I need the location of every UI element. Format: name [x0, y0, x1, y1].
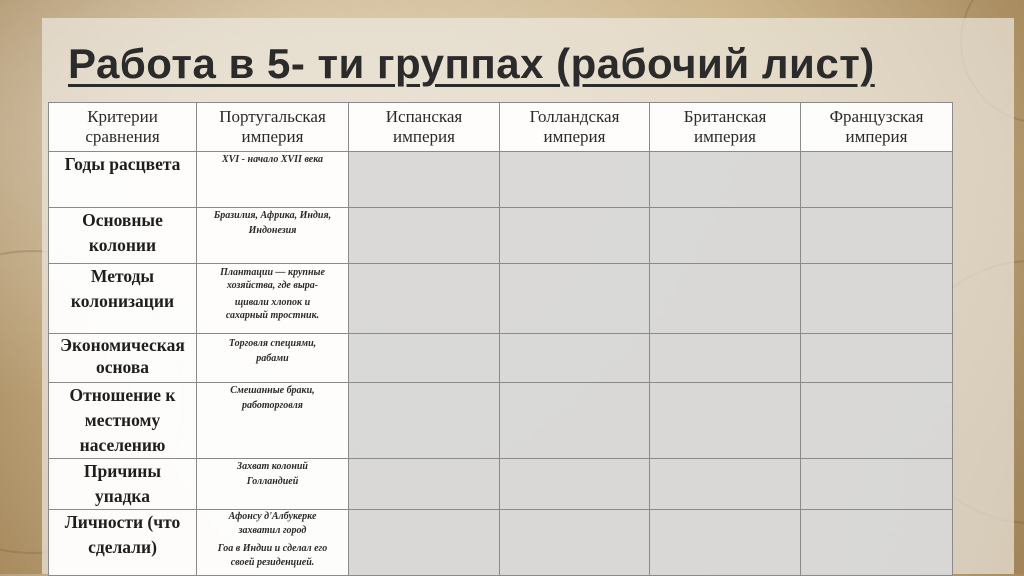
- france-cell[interactable]: [801, 334, 953, 383]
- row-criterion: Методы колонизации: [49, 264, 197, 334]
- portugal-cell: Торговля специями, рабами: [197, 334, 349, 383]
- portugal-cell: Плантации — крупные хозяйства, где выра- щивали хлопок и сахарный тростник.: [197, 264, 349, 334]
- header-row: [49, 103, 953, 152]
- portugal-cell: Афонсу д'Албукерке захватил город Гоа в Индии и сделал его своей резиденцией.: [197, 510, 349, 576]
- row-criterion: Личности (что сделали): [49, 510, 197, 576]
- row-criterion: Основные колонии: [49, 208, 197, 264]
- netherlands-cell[interactable]: [500, 510, 650, 576]
- france-cell[interactable]: [801, 264, 953, 334]
- column-header-criteria: Критерии сравнения: [49, 103, 197, 152]
- spain-cell[interactable]: [349, 208, 500, 264]
- portugal-cell: Захват колоний Голландией: [197, 459, 349, 510]
- britain-cell[interactable]: [650, 264, 801, 334]
- britain-cell[interactable]: [650, 459, 801, 510]
- row-criterion: Годы расцвета: [49, 152, 197, 208]
- netherlands-cell[interactable]: [500, 459, 650, 510]
- britain-cell[interactable]: [650, 152, 801, 208]
- spain-cell[interactable]: [349, 334, 500, 383]
- slide-title: Работа в 5- ти группах (рабочий лист): [68, 40, 875, 87]
- portugal-cell: Бразилия, Африка, Индия, Индонезия: [197, 208, 349, 264]
- britain-cell[interactable]: [650, 334, 801, 383]
- netherlands-cell[interactable]: [500, 208, 650, 264]
- column-header-portugal: Португальская империя: [197, 103, 349, 152]
- table-row: [49, 383, 953, 459]
- column-header-france: Французская империя: [801, 103, 953, 152]
- spain-cell[interactable]: [349, 264, 500, 334]
- column-header-spain: Испанская империя: [349, 103, 500, 152]
- table-row: [49, 459, 953, 510]
- table-row: [49, 264, 953, 334]
- spain-cell[interactable]: [349, 383, 500, 459]
- spain-cell[interactable]: [349, 152, 500, 208]
- france-cell[interactable]: [801, 510, 953, 576]
- table-row: [49, 334, 953, 383]
- france-cell[interactable]: [801, 208, 953, 264]
- netherlands-cell[interactable]: [500, 152, 650, 208]
- britain-cell[interactable]: [650, 383, 801, 459]
- france-cell[interactable]: [801, 459, 953, 510]
- row-criterion: Причины упадка: [49, 459, 197, 510]
- netherlands-cell[interactable]: [500, 383, 650, 459]
- row-criterion: Экономическая основа: [49, 334, 197, 383]
- britain-cell[interactable]: [650, 208, 801, 264]
- france-cell[interactable]: [801, 152, 953, 208]
- column-header-britain: Британская империя: [650, 103, 801, 152]
- netherlands-cell[interactable]: [500, 334, 650, 383]
- france-cell[interactable]: [801, 383, 953, 459]
- portugal-cell: XVI - начало XVII века: [197, 152, 349, 208]
- britain-cell[interactable]: [650, 510, 801, 576]
- spain-cell[interactable]: [349, 459, 500, 510]
- netherlands-cell[interactable]: [500, 264, 650, 334]
- table-row: [49, 152, 953, 208]
- table-row: [49, 510, 953, 576]
- spain-cell[interactable]: [349, 510, 500, 576]
- portugal-cell: Смешанные браки, работорговля: [197, 383, 349, 459]
- comparison-table: [48, 102, 953, 576]
- table-row: [49, 208, 953, 264]
- row-criterion: Отношение к местному населению: [49, 383, 197, 459]
- column-header-netherlands: Голландская империя: [500, 103, 650, 152]
